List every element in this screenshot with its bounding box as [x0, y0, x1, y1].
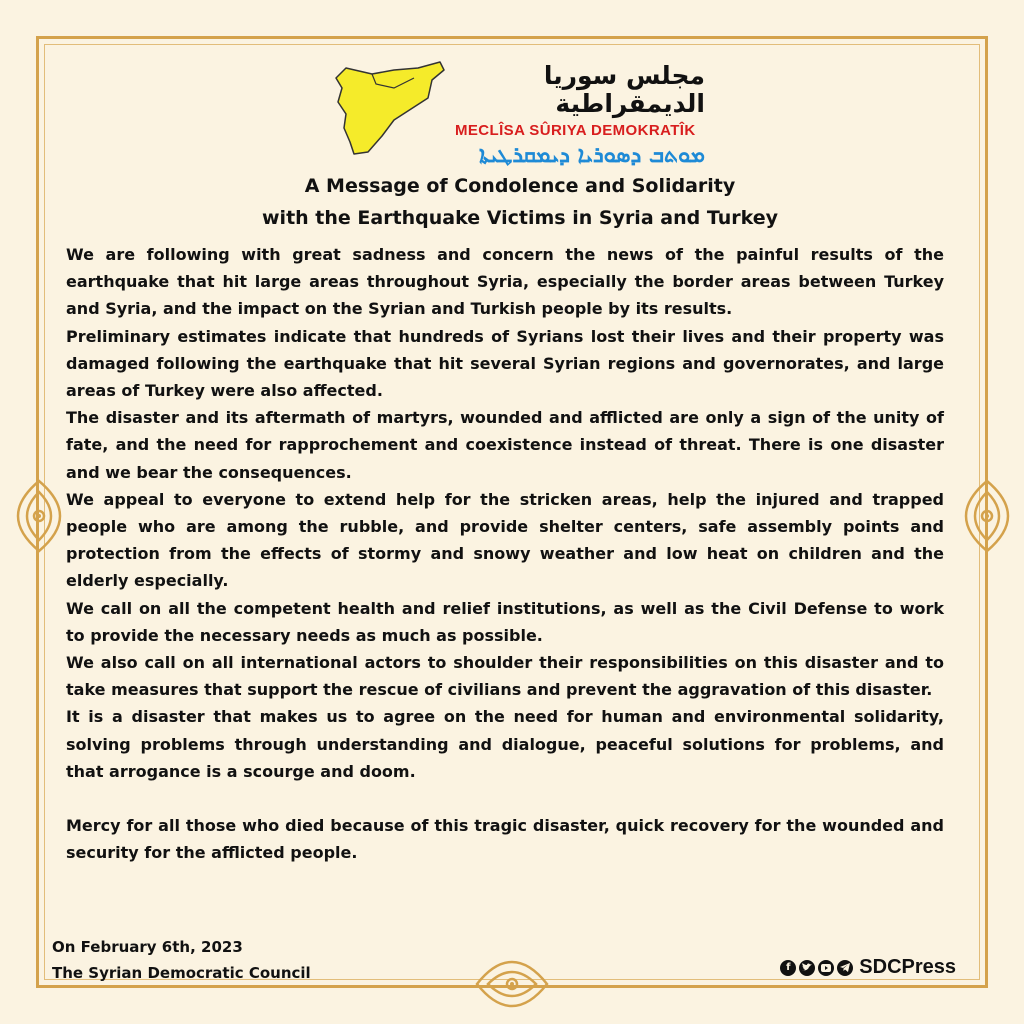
- title-line-1: A Message of Condolence and Solidarity: [304, 175, 736, 197]
- paragraph: The disaster and its aftermath of martyrs, wounded and afflicted are only a sign of the unity of fate, and the need for rapprochement and coexistence instead of threat. There is one disaster and we bear the consequences.: [66, 408, 944, 482]
- org-name-syriac: ܡܘܬܒ ܕܣܘܪܝܐ ܕܝܡܩܪܛܝܬܐ: [479, 143, 705, 168]
- signature-block: [52, 934, 311, 986]
- facebook-icon[interactable]: f: [780, 960, 796, 976]
- syria-map-logo-icon: [332, 58, 448, 158]
- paragraph: We appeal to everyone to extend help for the stricken areas, help the injured and trapped people who are among the rubble, and provide shelter centers, safe assembly points and protection from the effects of stormy and snowy weather and low heat on children and the elderly especially.: [66, 489, 944, 591]
- twitter-icon[interactable]: [799, 960, 815, 976]
- ornament-bottom-icon: [474, 958, 550, 1010]
- statement-date: On February 6th, 2023: [52, 938, 243, 956]
- closing-paragraph: Mercy for all those who died because of this tragic disaster, quick recovery for the wounded and security for the afflicted people.: [66, 816, 944, 863]
- page-title: [100, 170, 940, 234]
- signatory: The Syrian Democratic Council: [52, 964, 311, 982]
- statement-body: [66, 241, 944, 866]
- paragraph: We also call on all international actors to shoulder their responsibilities on this disaster and to take measures that support the rescue of civilians and prevent the aggravation of this disaster.: [66, 653, 944, 700]
- title-line-2: with the Earthquake Victims in Syria and Turkey: [262, 207, 778, 229]
- paragraph: It is a disaster that makes us to agree on the need for human and environmental solidarity, solving problems through understanding and dialogue, peaceful solutions for problems, and that arrogance is a scourge and doom.: [66, 707, 944, 781]
- org-name-arabic: مجلس سوريا الديمقراطية: [543, 61, 705, 118]
- social-bar: [780, 956, 956, 979]
- org-name-kurdish: MECLÎSA SÛRIYA DEMOKRATÎK: [455, 122, 696, 139]
- paragraph: Preliminary estimates indicate that hundreds of Syrians lost their lives and their property was damaged following the earthquake that hit several Syrian regions and governorates, and large areas of Turkey were also affected.: [66, 326, 944, 401]
- telegram-icon[interactable]: [837, 960, 853, 976]
- social-handle[interactable]: SDCPress: [859, 956, 956, 978]
- ornament-right-icon: [962, 478, 1012, 554]
- youtube-icon[interactable]: [818, 960, 834, 976]
- logo-text: [455, 62, 715, 168]
- paragraph: We call on all the competent health and relief institutions, as well as the Civil Defense to work to provide the necessary needs as much as possible.: [66, 598, 944, 645]
- paragraph: We are following with great sadness and concern the news of the painful results of the earthquake that hit large areas throughout Syria, especially the border areas between Turkey and Syria, and the impact on the Syrian and Turkish people by its results.: [66, 245, 944, 319]
- ornament-left-icon: [14, 478, 64, 554]
